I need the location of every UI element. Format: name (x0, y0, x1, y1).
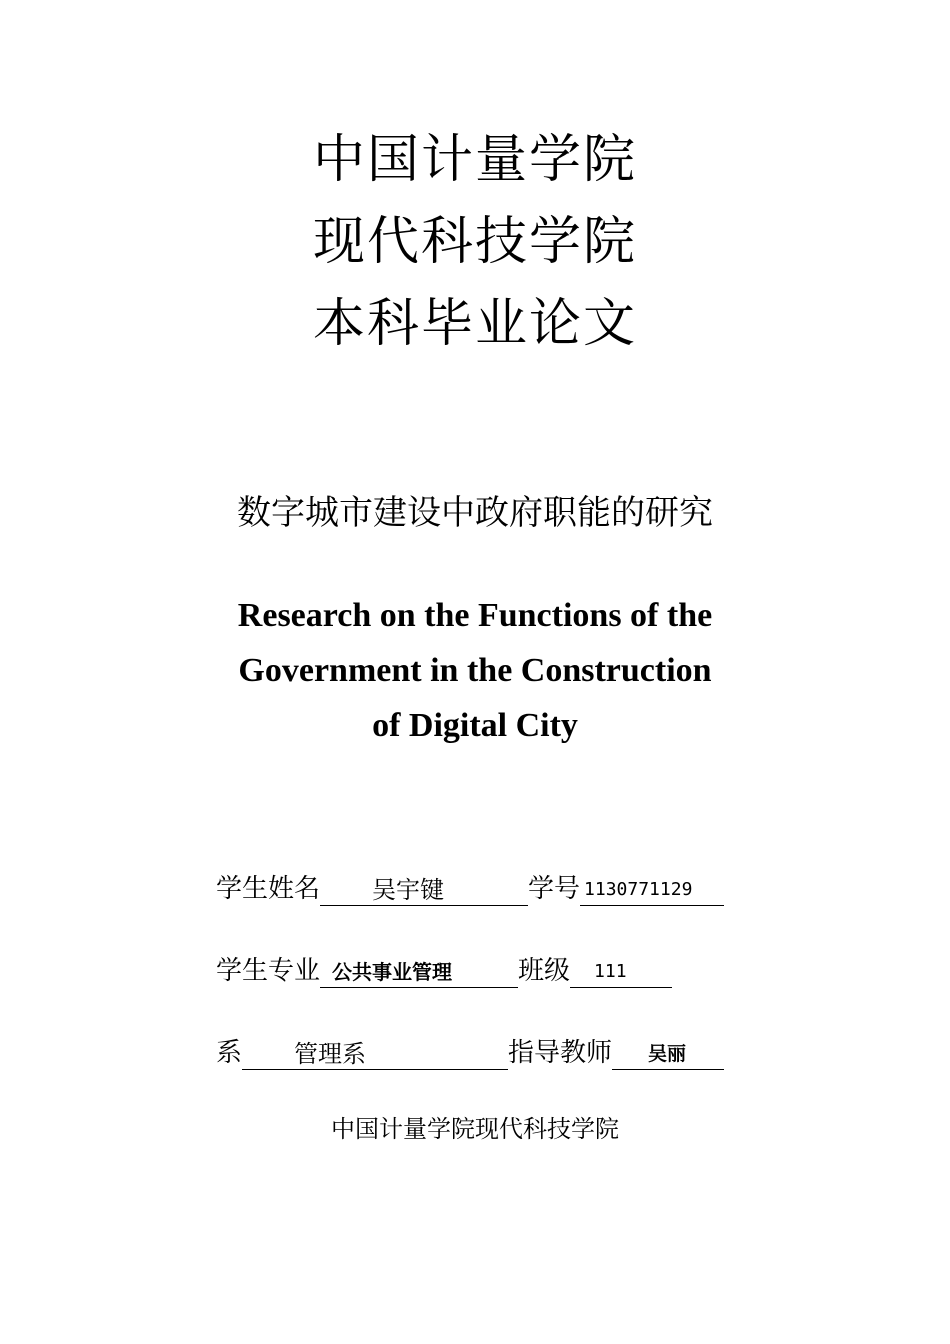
department-label: 系 (216, 1038, 243, 1068)
institution-title-line-3: 本科毕业论文 (312, 294, 637, 354)
student-name-label: 学生姓名 (216, 874, 321, 904)
info-row-department (216, 1030, 724, 1070)
student-id-label: 学号 (528, 874, 581, 904)
class-field (570, 957, 672, 988)
student-id-field (580, 875, 724, 906)
advisor-field (612, 1039, 724, 1070)
info-row-student (216, 866, 724, 906)
major-label: 学生专业 (216, 956, 321, 986)
thesis-title-english-line-1: Research on the Functions of the (237, 597, 713, 634)
class-label: 班级 (518, 956, 571, 986)
student-name-field (320, 875, 528, 906)
thesis-title-english-line-2: Government in the Construction (238, 652, 712, 689)
institution-title-line-2: 现代科技学院 (312, 212, 637, 272)
class-value: 111 (594, 961, 627, 982)
major-field (320, 957, 518, 988)
major-value: 公共事业管理 (332, 960, 453, 984)
thesis-title-english-line-3: of Digital City (372, 707, 578, 744)
advisor-label: 指导教师 (508, 1038, 613, 1068)
thesis-title-chinese: 数字城市建设中政府职能的研究 (237, 493, 713, 533)
department-field (242, 1039, 508, 1070)
student-id-value: 1130771129 (584, 879, 693, 900)
institution-title-line-1: 中国计量学院 (312, 130, 637, 190)
footer-institution: 中国计量学院现代科技学院 (331, 1115, 619, 1143)
advisor-value: 吴丽 (648, 1043, 687, 1065)
department-value: 管理系 (294, 1040, 367, 1068)
student-name-value: 吴宇键 (372, 876, 445, 904)
info-row-major (216, 948, 672, 988)
